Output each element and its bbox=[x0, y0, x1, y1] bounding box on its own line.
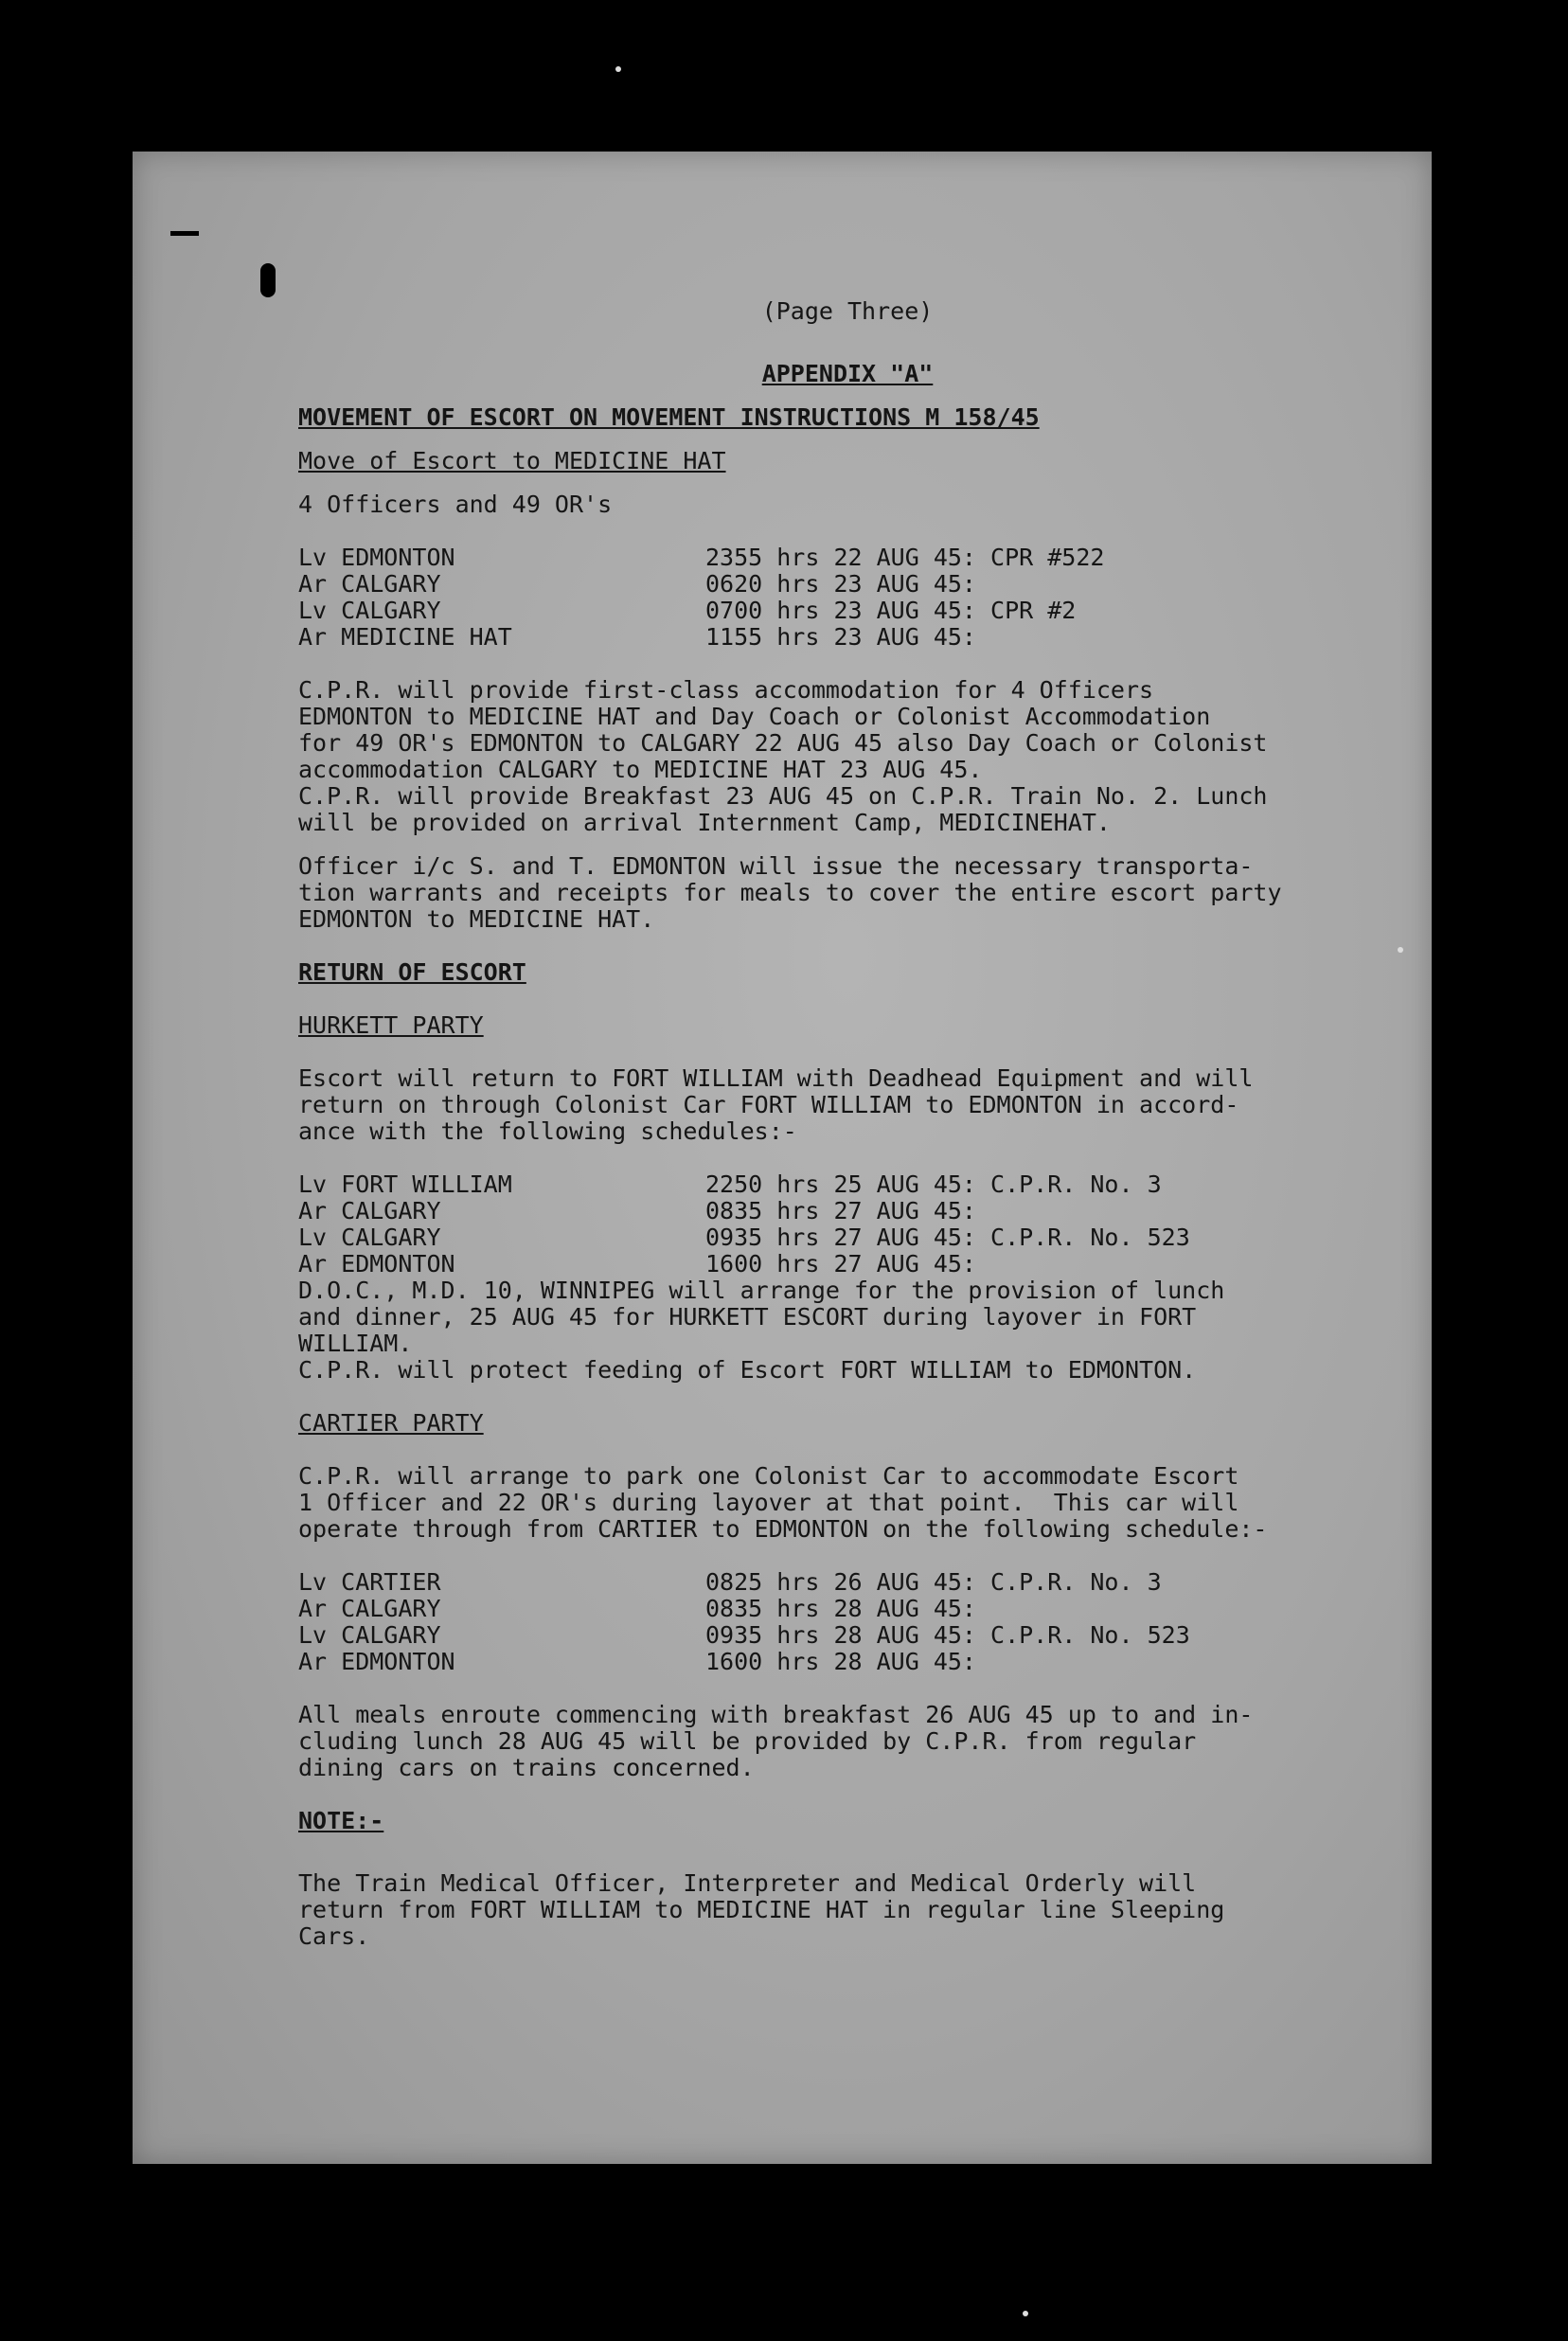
cartier-schedule-table bbox=[298, 1569, 1190, 1675]
schedule-place: Ar CALGARY bbox=[298, 1197, 441, 1224]
schedule-row bbox=[298, 1569, 1190, 1596]
schedule-row bbox=[298, 545, 1104, 571]
schedule-time: 0700 hrs 23 AUG 45: CPR #2 bbox=[705, 597, 1077, 624]
hurkett-intro: Escort will return to FORT WILLIAM with Deadhead Equipment and will return on through Colonist Car FORT WILLIAM to EDMONTON in accord- ance with the following schedules:- bbox=[298, 1064, 1254, 1145]
schedule-place: Lv CARTIER bbox=[298, 1568, 441, 1596]
schedule-time: 1155 hrs 23 AUG 45: bbox=[705, 623, 976, 651]
schedule-place: Lv CALGARY bbox=[298, 1224, 441, 1251]
meals-paragraph: All meals enroute commencing with breakfast 26 AUG 45 up to and in- cluding lunch 28 AUG 45 will be provided by C.P.R. from regular dining cars on trains concerned. bbox=[298, 1701, 1254, 1781]
warrants-paragraph: Officer i/c S. and T. EDMONTON will issue the necessary transporta- tion warrants and receipts for meals to cover the entire escort party EDMONTON to MEDICINE HAT. bbox=[298, 852, 1282, 933]
schedule-row bbox=[298, 624, 1104, 651]
note-text: The Train Medical Officer, Interpreter and Medical Orderly will return from FORT WILLIAM to MEDICINE HAT in regular line Sleeping Cars. bbox=[298, 1869, 1225, 1950]
schedule-place: Lv CALGARY bbox=[298, 597, 441, 624]
cartier-intro: C.P.R. will arrange to park one Colonist Car to accommodate Escort 1 Officer and 22 OR's during layover at that point. This car will operate through from CARTIER to EDMONTON on the following schedule:- bbox=[298, 1462, 1268, 1543]
escort-strength: 4 Officers and 49 OR's bbox=[298, 491, 613, 518]
schedule-time: 2355 hrs 22 AUG 45: CPR #522 bbox=[705, 544, 1105, 571]
schedule-row bbox=[298, 1649, 1190, 1675]
accommodation-paragraph: C.P.R. will provide first-class accommodation for 4 Officers EDMONTON to MEDICINE HAT and Day Coach or Colonist Accommodation for 49 OR's EDMONTON to CALGARY 22 AUG 45 also Day Coach or Colonist accommodation CALGARY to MEDICINE HAT 23 AUG 45. C.P.R. will provide Breakfast 23 AUG 45 on C.P.R. Train No. 2. Lunch will be provided on arrival Internment Camp, MEDICINEHAT. bbox=[298, 676, 1268, 836]
schedule-row bbox=[298, 598, 1104, 624]
schedule-place: Lv FORT WILLIAM bbox=[298, 1170, 512, 1198]
punch-hole-mark bbox=[260, 263, 276, 297]
note-heading: NOTE:- bbox=[298, 1807, 384, 1834]
schedule-row bbox=[298, 1171, 1190, 1198]
schedule-time: 2250 hrs 25 AUG 45: C.P.R. No. 3 bbox=[705, 1170, 1162, 1198]
schedule-row bbox=[298, 1596, 1190, 1622]
schedule-place: Ar CALGARY bbox=[298, 570, 441, 598]
schedule-time: 0835 hrs 27 AUG 45: bbox=[705, 1197, 976, 1224]
scan-speck bbox=[615, 66, 621, 72]
hurkett-schedule-table bbox=[298, 1171, 1190, 1278]
schedule-row bbox=[298, 1622, 1190, 1649]
document-sheet bbox=[133, 152, 1432, 2164]
schedule-place: Ar EDMONTON bbox=[298, 1648, 455, 1675]
move-schedule-table bbox=[298, 545, 1104, 651]
schedule-place: Lv CALGARY bbox=[298, 1621, 441, 1649]
schedule-time: 1600 hrs 28 AUG 45: bbox=[705, 1648, 976, 1675]
move-heading: Move of Escort to MEDICINE HAT bbox=[298, 447, 726, 474]
scan-speck bbox=[1398, 947, 1403, 953]
schedule-row bbox=[298, 1224, 1190, 1251]
cartier-heading: CARTIER PARTY bbox=[298, 1409, 484, 1437]
page-number: (Page Three) bbox=[761, 297, 934, 325]
document-body bbox=[298, 298, 1397, 1950]
schedule-time: 0825 hrs 26 AUG 45: C.P.R. No. 3 bbox=[705, 1568, 1162, 1596]
main-title: MOVEMENT OF ESCORT ON MOVEMENT INSTRUCTIONS M 158/45 bbox=[298, 403, 1040, 431]
schedule-time: 0835 hrs 28 AUG 45: bbox=[705, 1595, 976, 1622]
schedule-row bbox=[298, 571, 1104, 598]
schedule-row bbox=[298, 1251, 1190, 1278]
schedule-place: Ar EDMONTON bbox=[298, 1250, 455, 1278]
hurkett-heading: HURKETT PARTY bbox=[298, 1011, 484, 1039]
appendix-title: APPENDIX "A" bbox=[761, 360, 934, 387]
schedule-time: 0620 hrs 23 AUG 45: bbox=[705, 570, 976, 598]
return-heading: RETURN OF ESCORT bbox=[298, 958, 526, 986]
ink-speck bbox=[170, 231, 199, 236]
schedule-place: Ar CALGARY bbox=[298, 1595, 441, 1622]
schedule-time: 1600 hrs 27 AUG 45: bbox=[705, 1250, 976, 1278]
scan-speck bbox=[1023, 2311, 1028, 2316]
schedule-time: 0935 hrs 27 AUG 45: C.P.R. No. 523 bbox=[705, 1224, 1190, 1251]
schedule-place: Ar MEDICINE HAT bbox=[298, 623, 512, 651]
schedule-place: Lv EDMONTON bbox=[298, 544, 455, 571]
schedule-time: 0935 hrs 28 AUG 45: C.P.R. No. 523 bbox=[705, 1621, 1190, 1649]
schedule-row bbox=[298, 1198, 1190, 1224]
hurkett-note: D.O.C., M.D. 10, WINNIPEG will arrange for the provision of lunch and dinner, 25 AUG 45 for HURKETT ESCORT during layover in FORT WILLIAM. C.P.R. will protect feeding of Escort FORT WILLIAM to EDMONTON. bbox=[298, 1277, 1225, 1384]
